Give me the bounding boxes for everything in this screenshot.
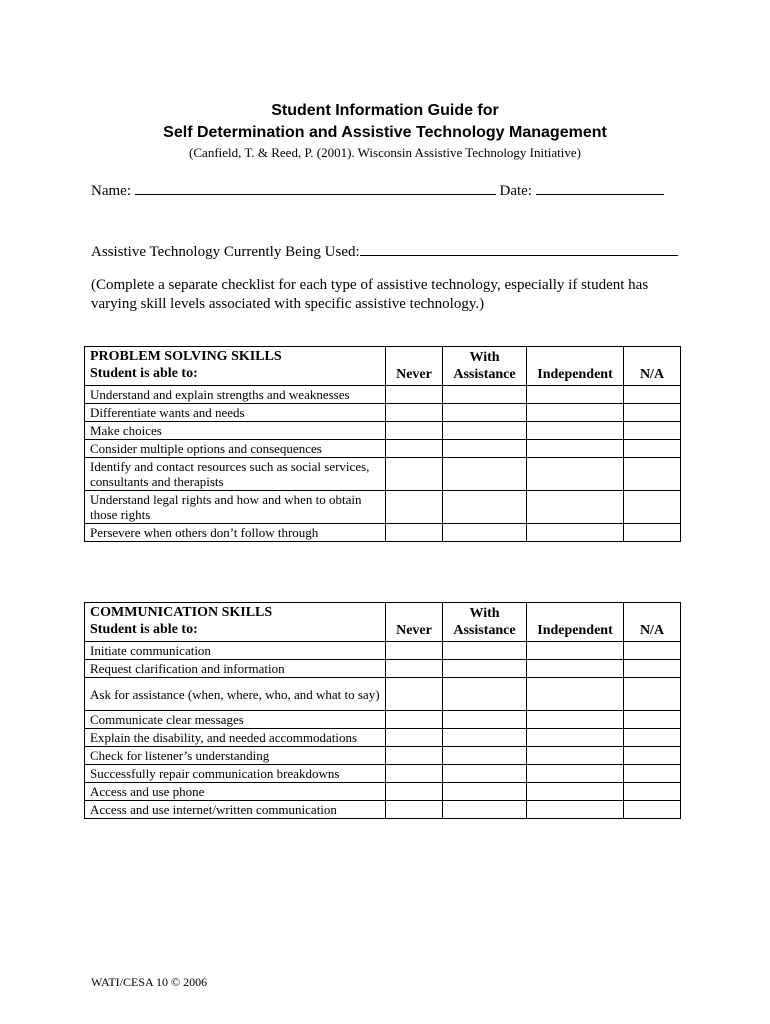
table-row <box>85 711 681 729</box>
with-assistance-cell[interactable] <box>443 386 527 404</box>
date-field[interactable] <box>536 180 664 195</box>
with-assistance-cell[interactable] <box>443 524 527 542</box>
with-assistance-cell[interactable] <box>443 747 527 765</box>
independent-cell[interactable] <box>527 783 624 801</box>
independent-cell[interactable] <box>527 660 624 678</box>
independent-cell[interactable] <box>527 747 624 765</box>
na-cell[interactable] <box>624 491 681 524</box>
instructions: (Complete a separate checklist for each type of assistive technology, especially if student has varying skill levels associated with specific assistive technology.) <box>91 277 649 312</box>
na-cell[interactable] <box>624 660 681 678</box>
section-subtitle: Student is able to: <box>90 622 198 637</box>
skill-label: Persevere when others don’t follow through <box>85 524 386 542</box>
with-assistance-cell[interactable] <box>443 422 527 440</box>
table-row <box>85 660 681 678</box>
never-cell[interactable] <box>386 386 443 404</box>
na-cell[interactable] <box>624 729 681 747</box>
column-independent: Independent <box>527 603 624 642</box>
skill-label: Identify and contact resources such as social services, consultants and therapists <box>85 458 386 491</box>
document-title-line-1: Student Information Guide for <box>271 102 499 119</box>
with-assistance-cell[interactable] <box>443 765 527 783</box>
column-with-line2: Assistance <box>453 623 516 638</box>
section-title: COMMUNICATION SKILLS <box>90 605 273 620</box>
na-cell[interactable] <box>624 440 681 458</box>
skill-label: Communicate clear messages <box>85 711 386 729</box>
skill-label: Successfully repair communication breakdowns <box>85 765 386 783</box>
skill-label: Access and use internet/written communication <box>85 801 386 819</box>
with-assistance-cell[interactable] <box>443 458 527 491</box>
skill-label: Request clarification and information <box>85 660 386 678</box>
never-cell[interactable] <box>386 491 443 524</box>
footer: WATI/CESA 10 © 2006 <box>91 975 208 989</box>
na-cell[interactable] <box>624 711 681 729</box>
never-cell[interactable] <box>386 765 443 783</box>
skill-label: Understand and explain strengths and weaknesses <box>85 386 386 404</box>
never-cell[interactable] <box>386 678 443 711</box>
with-assistance-cell[interactable] <box>443 729 527 747</box>
column-with-assistance <box>443 603 527 642</box>
never-cell[interactable] <box>386 404 443 422</box>
column-never: Never <box>386 347 443 386</box>
table-header-row <box>85 347 681 386</box>
table-row <box>85 524 681 542</box>
na-cell[interactable] <box>624 404 681 422</box>
independent-cell[interactable] <box>527 404 624 422</box>
na-cell[interactable] <box>624 783 681 801</box>
independent-cell[interactable] <box>527 458 624 491</box>
never-cell[interactable] <box>386 458 443 491</box>
with-assistance-cell[interactable] <box>443 642 527 660</box>
table-row <box>85 440 681 458</box>
na-cell[interactable] <box>624 642 681 660</box>
column-with-line1: With <box>469 606 500 621</box>
table-row <box>85 404 681 422</box>
document-title-line-2: Self Determination and Assistive Technology Management <box>163 124 607 141</box>
communication-table <box>84 602 681 819</box>
at-field[interactable] <box>360 241 678 256</box>
with-assistance-cell[interactable] <box>443 711 527 729</box>
independent-cell[interactable] <box>527 678 624 711</box>
name-date-row <box>91 180 664 200</box>
citation: (Canfield, T. & Reed, P. (2001). Wisconsin Assistive Technology Initiative) <box>189 145 581 160</box>
column-with-line1: With <box>469 350 500 365</box>
table-header-row <box>85 603 681 642</box>
independent-cell[interactable] <box>527 642 624 660</box>
table-row <box>85 678 681 711</box>
column-with-line2: Assistance <box>453 367 516 382</box>
section-heading <box>85 347 386 386</box>
table-row <box>85 386 681 404</box>
table-row <box>85 642 681 660</box>
independent-cell[interactable] <box>527 422 624 440</box>
with-assistance-cell[interactable] <box>443 440 527 458</box>
column-independent: Independent <box>527 347 624 386</box>
independent-cell[interactable] <box>527 491 624 524</box>
table-row <box>85 765 681 783</box>
skill-label: Explain the disability, and needed accommodations <box>85 729 386 747</box>
skill-label: Ask for assistance (when, where, who, and what to say) <box>85 678 386 711</box>
table-row <box>85 491 681 524</box>
with-assistance-cell[interactable] <box>443 660 527 678</box>
independent-cell[interactable] <box>527 729 624 747</box>
problem-solving-table <box>84 346 681 542</box>
never-cell[interactable] <box>386 711 443 729</box>
independent-cell[interactable] <box>527 801 624 819</box>
table-row <box>85 458 681 491</box>
skill-label: Differentiate wants and needs <box>85 404 386 422</box>
skill-label: Understand legal rights and how and when to obtain those rights <box>85 491 386 524</box>
independent-cell[interactable] <box>527 524 624 542</box>
na-cell[interactable] <box>624 422 681 440</box>
na-cell[interactable] <box>624 386 681 404</box>
skill-label: Consider multiple options and consequences <box>85 440 386 458</box>
date-label: Date: <box>499 183 532 199</box>
skill-label: Check for listener’s understanding <box>85 747 386 765</box>
table-row <box>85 422 681 440</box>
skill-label: Initiate communication <box>85 642 386 660</box>
never-cell[interactable] <box>386 440 443 458</box>
independent-cell[interactable] <box>527 386 624 404</box>
never-cell[interactable] <box>386 524 443 542</box>
never-cell[interactable] <box>386 747 443 765</box>
table-row <box>85 783 681 801</box>
with-assistance-cell[interactable] <box>443 783 527 801</box>
with-assistance-cell[interactable] <box>443 491 527 524</box>
never-cell[interactable] <box>386 660 443 678</box>
skill-label: Access and use phone <box>85 783 386 801</box>
with-assistance-cell[interactable] <box>443 801 527 819</box>
never-cell[interactable] <box>386 783 443 801</box>
with-assistance-cell[interactable] <box>443 404 527 422</box>
na-cell[interactable] <box>624 678 681 711</box>
at-label: Assistive Technology Currently Being Used: <box>91 244 360 260</box>
never-cell[interactable] <box>386 729 443 747</box>
never-cell[interactable] <box>386 801 443 819</box>
column-na: N/A <box>624 347 681 386</box>
name-label: Name: <box>91 183 131 199</box>
column-never: Never <box>386 603 443 642</box>
with-assistance-cell[interactable] <box>443 678 527 711</box>
na-cell[interactable] <box>624 801 681 819</box>
na-cell[interactable] <box>624 458 681 491</box>
column-with-assistance <box>443 347 527 386</box>
never-cell[interactable] <box>386 642 443 660</box>
never-cell[interactable] <box>386 422 443 440</box>
table-row <box>85 801 681 819</box>
table-row <box>85 729 681 747</box>
table-row <box>85 747 681 765</box>
na-cell[interactable] <box>624 765 681 783</box>
na-cell[interactable] <box>624 524 681 542</box>
section-title: PROBLEM SOLVING SKILLS <box>90 349 282 364</box>
na-cell[interactable] <box>624 747 681 765</box>
independent-cell[interactable] <box>527 765 624 783</box>
column-na: N/A <box>624 603 681 642</box>
name-field[interactable] <box>135 180 496 195</box>
independent-cell[interactable] <box>527 711 624 729</box>
section-subtitle: Student is able to: <box>90 366 198 381</box>
at-row <box>91 241 678 261</box>
independent-cell[interactable] <box>527 440 624 458</box>
skill-label: Make choices <box>85 422 386 440</box>
section-heading <box>85 603 386 642</box>
